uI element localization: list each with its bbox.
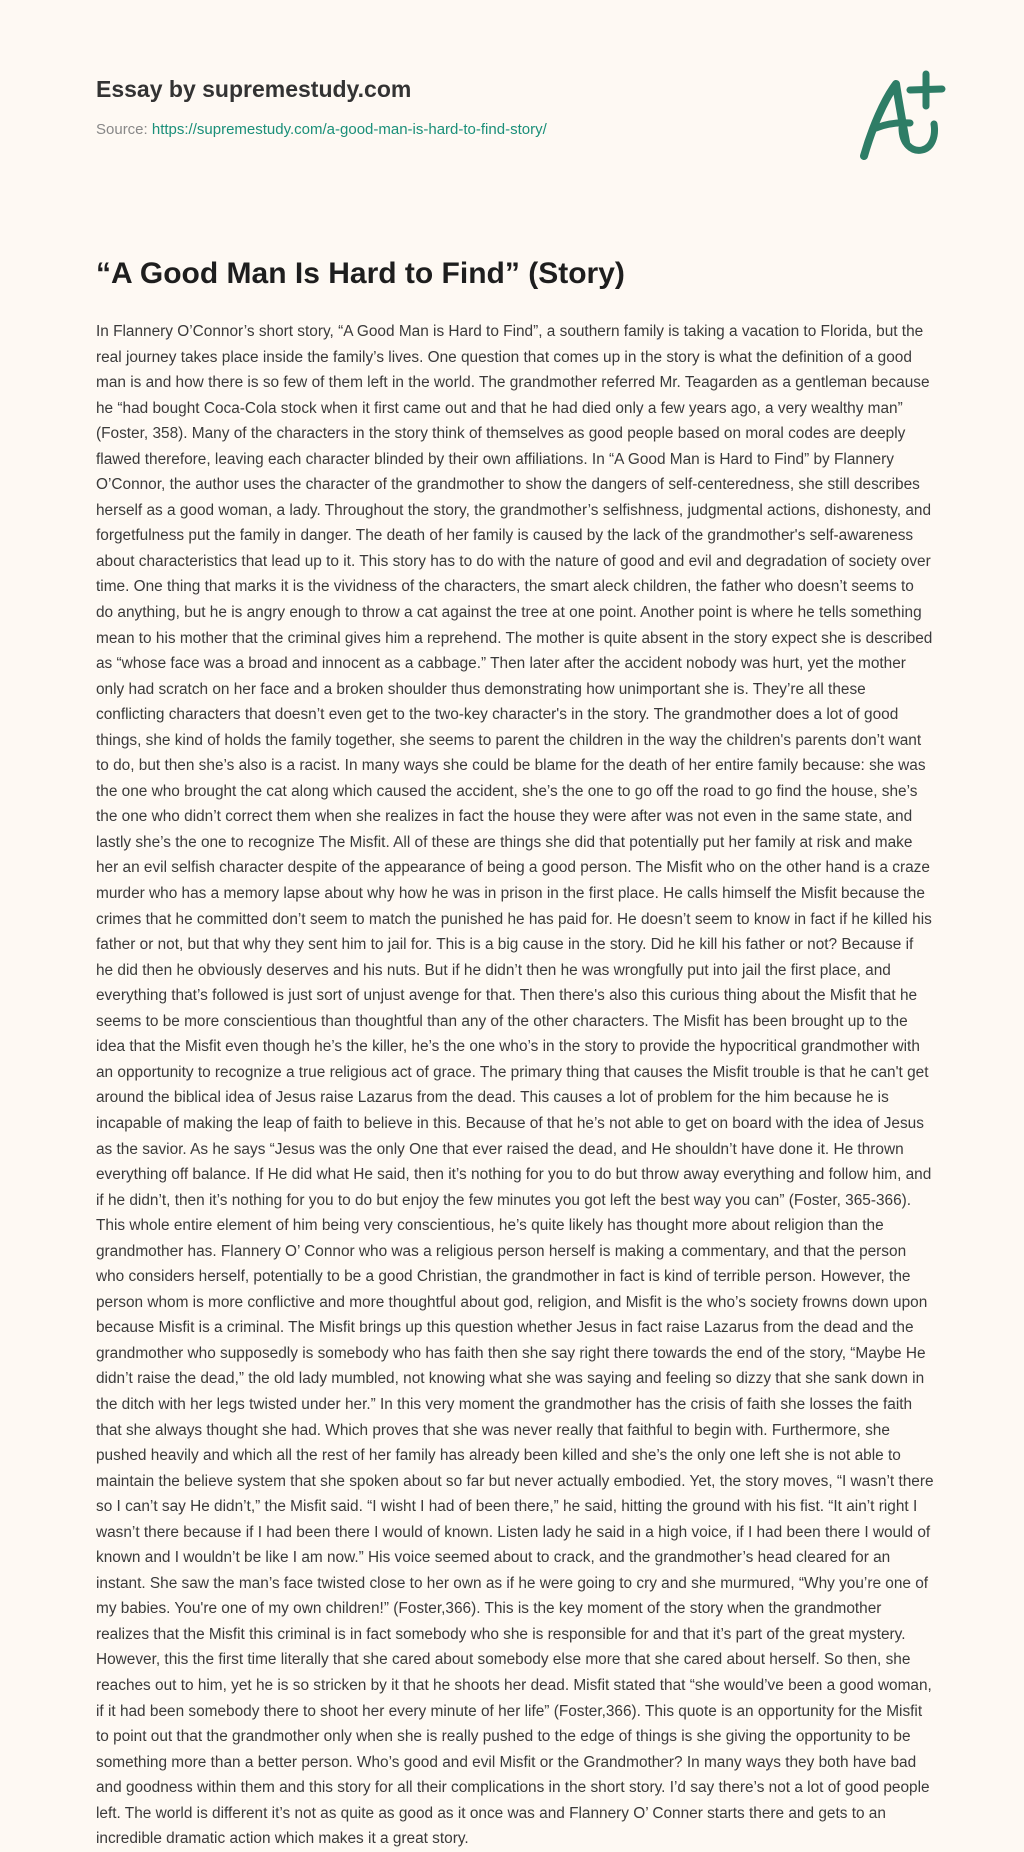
page-header (96, 72, 796, 140)
essay-body: In Flannery O’Connor’s short story, “A Good Man is Hard to Find”, a southern family is taking a vacation to Florida, but the real journey takes place inside the family’s lives. One question that comes up in the story is what the definition of a good man is and how there is so few of them left in the world. The grandmother referred Mr. Teagarden as a gentleman because he “had bought Coca-Cola stock when it first came out and that he had died only a few years ago, a very wealthy man” (Foster, 358). Many of the characters in the story think of themselves as good people based on moral codes are deeply flawed therefore, leaving each character blinded by their own affiliations. In “A Good Man is Hard to Find” by Flannery O’Connor, the author uses the character of the grandmother to show the dangers of self-centeredness, she still describes herself as a good woman, a lady. Throughout the story, the grandmother’s selfishness, judgmental actions, dishonesty, and forgetfulness put the family in danger. The death of her family is caused by the lack of the grandmother's self-awareness about characteristics that lead up to it. This story has to do with the nature of good and evil and degradation of society over time. One thing that marks it is the vividness of the characters, the smart aleck children, the father who doesn’t seems to do anything, but he is angry enough to throw a cat against the tree at one point. Another point is where he tells something mean to his mother that the criminal gives him a reprehend. The mother is quite absent in the story expect she is described as “whose face was a broad and innocent as a cabbage.” Then later after the accident nobody was hurt, yet the mother only had scratch on her face and a broken shoulder thus demonstrating how unimportant she is. They’re all these conflicting characters that doesn’t even get to the two-key character's in the story. The grandmother does a lot of good things, she kind of holds the family together, she seems to parent the children in the way the children's parents don’t want to do, but then she’s also is a racist. In many ways she could be blame for the death of her entire family because: she was the one who brought the cat along which caused the accident, she’s the one to go off the road to go find the house, she’s the one who didn’t correct them when she realizes in fact the house they were after was not even in the same state, and lastly she’s the one to recognize The Misfit. All of these are things she did that potentially put her family at risk and make her an evil selfish character despite of the appearance of being a good person. The Misfit who on the other hand is a craze murder who has a memory lapse about why how he was in prison in the first place. He calls himself the Misfit because the crimes that he committed don’t seem to match the punished he has paid for. He doesn’t seem to know in fact if he killed his father or not, but that why they sent him to jail for. This is a big cause in the story. Did he kill his father or not? Because if he did then he obviously deserves and his nuts. But if he didn’t then he was wrongfully put into jail the first place, and everything that’s followed is just sort of unjust avenge for that. Then there's also this curious thing about the Misfit that he seems to be more conscientious than thoughtful than any of the other characters. The Misfit has been brought up to the idea that the Misfit even though he’s the killer, he’s the one who’s in the story to provide the hypocritical grandmother with an opportunity to recognize a true religious act of grace. The primary thing that causes the Misfit trouble is that he can't get around the biblical idea of Jesus raise Lazarus from the dead. This causes a lot of problem for the him because he is incapable of making the leap of faith to believe in this. Because of that he’s not able to get on board with the idea of Jesus as the savior. As he says “Jesus was the only One that ever raised the dead, and He shouldn’t have done it. He thrown everything off balance. If He did what He said, then it’s nothing for you to do but throw away everything and follow him, and if he didn’t, then it’s nothing for you to do but enjoy the few minutes you got left the best way you can” (Foster, 365-366). This whole entire element of him being very conscientious, he’s quite likely has thought more about religion than the grandmother has. Flannery O’ Connor who was a religious person herself is making a commentary, and that the person who considers herself, potentially to be a good Christian, the grandmother in fact is kind of terrible person. However, the person whom is more conflictive and more thoughtful about god, religion, and Misfit is the who’s society frowns down upon because Misfit is a criminal. The Misfit brings up this question whether Jesus in fact raise Lazarus from the dead and the grandmother who supposedly is somebody who has faith then she say right there towards the end of the story, “Maybe He didn’t raise the dead,” the old lady mumbled, not knowing what she was saying and feeling so dizzy that she sank down in the ditch with her legs twisted under her.” In this very moment the grandmother has the crisis of faith she losses the faith that she always thought she had. Which proves that she was never really that faithful to begin with. Furthermore, she pushed heavily and which all the rest of her family has already been killed and she’s the only one left she is not able to maintain the believe system that she spoken about so far but never actually embodied. Yet, the story moves, “I wasn’t there so I can’t say He didn’t,” the Misfit said. “I wisht I had of been there,” he said, hitting the ground with his fist. “It ain’t right I wasn’t there because if I had been there I would of known. Listen lady he said in a high voice, if I had been there I would of known and I wouldn’t be like I am now.” His voice seemed about to crack, and the grandmother’s head cleared for an instant. She saw the man’s face twisted close to her own as if he were going to cry and she murmured, “Why you’re one of my babies. You're one of my own children!” (Foster,366). This is the key moment of the story when the grandmother realizes that the Misfit this criminal is in fact somebody who she is responsible for and that it’s part of the great mystery. However, this the first time literally that she cared about somebody else more that she cared about herself. So then, she reaches out to him, yet he is so stricken by it that he shoots her dead. Misfit stated that “she would’ve been a good woman, if it had been somebody there to shoot her every minute of her life” (Foster,366). This quote is an opportunity for the Misfit to point out that the grandmother only when she is really pushed to the edge of things is she giving the opportunity to be something more than a better person. Who’s good and evil Misfit or the Grandmother? In many ways they both have bad and goodness within them and this story for all their complications in the short story. I’d say there’s not a lot of good people left. The world is different it’s not as quite as good as it once was and Flannery O’ Conner starts there and gets to an incredible dramatic action which makes it a great story. (96, 323, 934, 1848)
a-plus-logo-icon (850, 68, 950, 168)
source-link[interactable]: https://supremestudy.com/a-good-man-is-hard-to-find-story/ (151, 121, 547, 138)
essay-title: “A Good Man Is Hard to Find” (Story) (96, 257, 625, 290)
site-title: Essay by supremestudy.com (96, 76, 412, 102)
source-line (96, 120, 796, 140)
source-label: Source: (96, 121, 148, 138)
